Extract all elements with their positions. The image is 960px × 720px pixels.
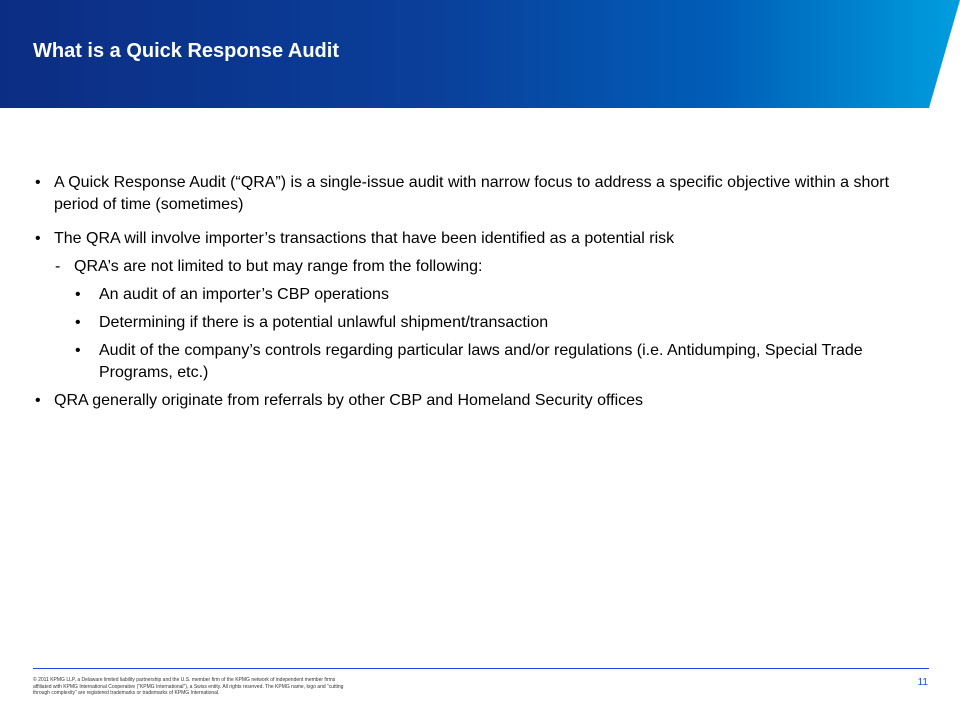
bullet-marker: • (35, 230, 41, 247)
bullet-marker: • (35, 392, 41, 409)
bullet-list (35, 172, 895, 412)
sub-list-item (55, 256, 895, 278)
legal-disclaimer: © 2011 KPMG LLP, a Delaware limited liability partnership and the U.S. member firm of the KPMG network of independent member firms affiliated with KPMG International Cooperative (“KPMG International”), a Swiss entity. All rights reserved. The KPMG name, logo and “cutting through complexity” are registered trademarks or trademarks of KPMG International. (33, 677, 344, 697)
page-number: 11 (917, 677, 928, 688)
footer-divider (33, 668, 929, 669)
list-item-text: Determining if there is a potential unlawful shipment/transaction (99, 314, 549, 331)
bullet-marker: • (75, 314, 81, 331)
list-item-text: QRA’s are not limited to but may range from the following: (74, 258, 483, 275)
bullet-marker: • (75, 286, 81, 303)
list-item-text: Audit of the company’s controls regarding particular laws and/or regulations (i.e. Antidumping, Special Trade Programs, etc.) (99, 342, 863, 381)
list-item-text: An audit of an importer’s CBP operations (99, 286, 389, 303)
sub-sub-list-item (75, 284, 895, 306)
page-title: What is a Quick Response Audit (33, 40, 339, 62)
sub-sub-list-item (75, 312, 895, 334)
list-item (35, 228, 895, 250)
sub-sub-list-item (75, 340, 895, 384)
bullet-marker: • (35, 174, 41, 191)
list-item-text: A Quick Response Audit (“QRA”) is a single-issue audit with narrow focus to address a specific objective within a short period of time (sometimes) (54, 174, 890, 213)
list-item-text: QRA generally originate from referrals by other CBP and Homeland Security offices (54, 392, 644, 409)
list-item (35, 390, 895, 412)
list-item (35, 172, 895, 216)
bullet-marker: • (75, 342, 81, 359)
dash-marker: - (55, 258, 61, 275)
list-item-text: The QRA will involve importer’s transactions that have been identified as a potential risk (54, 230, 675, 247)
